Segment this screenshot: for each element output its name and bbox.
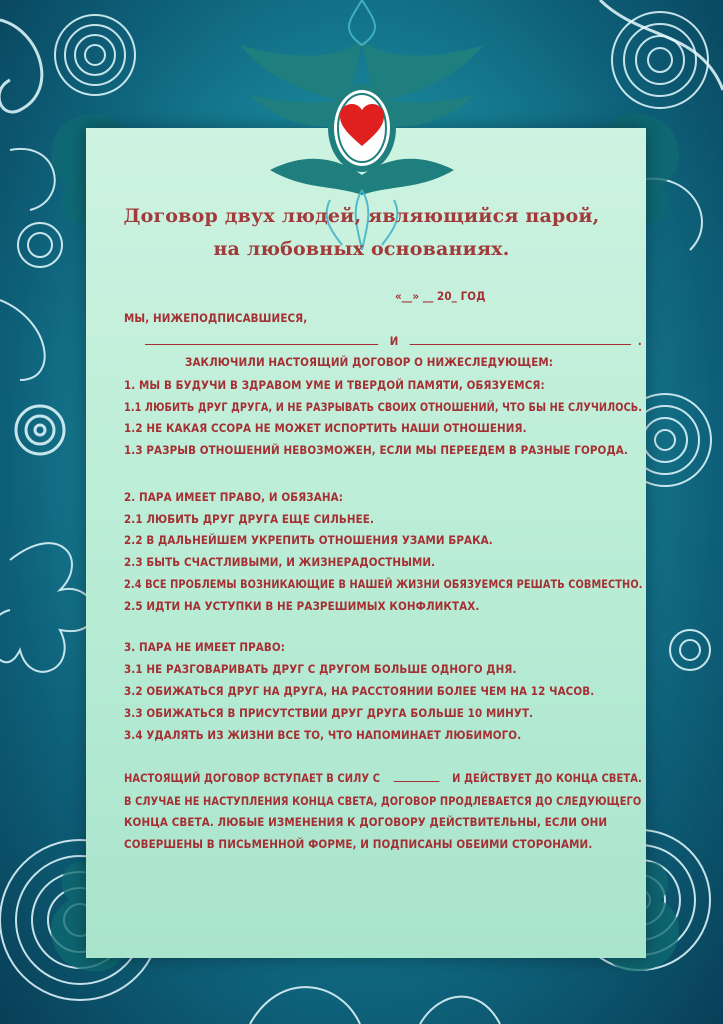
closing-line-1 bbox=[124, 771, 642, 785]
signers-line bbox=[145, 334, 642, 348]
signers-end: . bbox=[637, 334, 642, 348]
list-item: 3.1 НЕ РАЗГОВАРИВАТЬ ДРУГ С ДРУГОМ БОЛЬШЕ ОДНОГО ДНЯ. bbox=[124, 662, 517, 676]
closing-start: НАСТОЯЩИЙ ДОГОВОР ВСТУПАЕТ В СИЛУ С bbox=[124, 771, 381, 785]
concluded-line: ЗАКЛЮЧИЛИ НАСТОЯЩИЙ ДОГОВОР О НИЖЕСЛЕДУЮЩЕМ: bbox=[185, 355, 554, 369]
list-item: 2.3 БЫТЬ СЧАСТЛИВЫМИ, И ЖИЗНЕРАДОСТНЫМИ. bbox=[124, 555, 436, 569]
signer-2-blank[interactable] bbox=[410, 344, 631, 345]
signer-1-blank[interactable] bbox=[145, 344, 378, 345]
closing-end: И ДЕЙСТВУЕТ ДО КОНЦА СВЕТА. bbox=[452, 771, 642, 785]
section-2-heading: 2. ПАРА ИМЕЕТ ПРАВО, И ОБЯЗАНА: bbox=[124, 490, 343, 504]
list-item: 1.2 НЕ КАКАЯ ССОРА НЕ МОЖЕТ ИСПОРТИТЬ НАШИ ОТНОШЕНИЯ. bbox=[124, 421, 527, 435]
list-item: 3.4 УДАЛЯТЬ ИЗ ЖИЗНИ ВСЕ ТО, ЧТО НАПОМИНАЕТ ЛЮБИМОГО. bbox=[124, 728, 522, 742]
list-item: 3.3 ОБИЖАТЬСЯ В ПРИСУТСТВИИ ДРУГ ДРУГА БОЛЬШЕ 10 МИНУТ. bbox=[124, 706, 534, 720]
section-1-heading: 1. МЫ В БУДУЧИ В ЗДРАВОМ УМЕ И ТВЕРДОЙ ПАМЯТИ, ОБЯЗУЕМСЯ: bbox=[124, 378, 545, 392]
list-item: 2.5 ИДТИ НА УСТУПКИ В НЕ РАЗРЕШИМЫХ КОНФЛИКТАХ. bbox=[124, 599, 480, 613]
closing-line-3: КОНЦА СВЕТА. ЛЮБЫЕ ИЗМЕНЕНИЯ К ДОГОВОРУ ДЕЙСТВИТЕЛЬНЫ, ЕСЛИ ОНИ bbox=[124, 815, 608, 829]
list-item: 2.2 В ДАЛЬНЕЙШЕМ УКРЕПИТЬ ОТНОШЕНИЯ УЗАМИ БРАКА. bbox=[124, 533, 493, 547]
closing-line-2: В СЛУЧАЕ НЕ НАСТУПЛЕНИЯ КОНЦА СВЕТА, ДОГОВОР ПРОДЛЕВАЕТСЯ ДО СЛЕДУЮЩЕГО bbox=[124, 794, 642, 808]
list-item: 1.3 РАЗРЫВ ОТНОШЕНИЙ НЕВОЗМОЖЕН, ЕСЛИ МЫ ПЕРЕЕДЕМ В РАЗНЫЕ ГОРОДА. bbox=[124, 443, 628, 457]
closing-line-4: СОВЕРШЕНЫ В ПИСЬМЕННОЙ ФОРМЕ, И ПОДПИСАНЫ ОБЕИМИ СТОРОНАМИ. bbox=[124, 837, 593, 851]
date-line: «__» __ 20_ ГОД bbox=[395, 289, 486, 303]
list-item: 2.1 ЛЮБИТЬ ДРУГ ДРУГА ЕЩЕ СИЛЬНЕЕ. bbox=[124, 512, 374, 526]
list-item: 1.1 ЛЮБИТЬ ДРУГ ДРУГА, И НЕ РАЗРЫВАТЬ СВОИХ ОТНОШЕНИЙ, ЧТО БЫ НЕ СЛУЧИЛОСЬ. bbox=[124, 400, 643, 414]
signers-and: И bbox=[389, 334, 399, 348]
title-line-1: Договор двух людей, являющийся парой, bbox=[123, 205, 600, 227]
list-item: 3.2 ОБИЖАТЬСЯ ДРУГ НА ДРУГА, НА РАССТОЯНИИ БОЛЕЕ ЧЕМ НА 12 ЧАСОВ. bbox=[124, 684, 595, 698]
start-date-blank[interactable] bbox=[393, 781, 439, 782]
signers-label: МЫ, НИЖЕПОДПИСАВШИЕСЯ, bbox=[124, 311, 308, 325]
section-3-heading: 3. ПАРА НЕ ИМЕЕТ ПРАВО: bbox=[124, 640, 286, 654]
title-line-2: на любовных основаниях. bbox=[213, 238, 510, 260]
list-item: 2.4 ВСЕ ПРОБЛЕМЫ ВОЗНИКАЮЩИЕ В НАШЕЙ ЖИЗНИ ОБЯЗУЕМСЯ РЕШАТЬ СОВМЕСТНО. bbox=[124, 577, 643, 591]
